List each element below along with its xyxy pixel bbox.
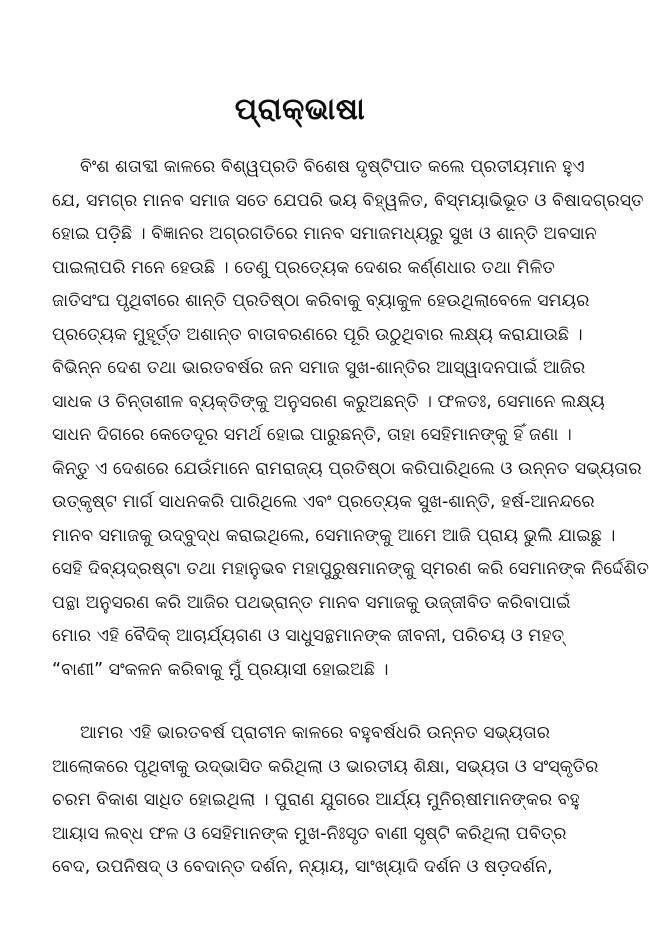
text-line: ବିଭିନ୍ନ ଦେଶ ତଥା ଭାରତବର୍ଷର ଜନ ସମାଜ ସୁଖ-ଶାନ୍ତିର ଆସ୍ୱାଦନପାଇଁ ଆଜିର [52,358,586,378]
text-line: ହୋଇ ପଡ଼ିଛି । ବିଜ୍ଞାନର ଅଗ୍ରଗତିରେ ମାନବ ସମାଜମଧ୍ୟରୁ ସୁଖ ଓ ଶାନ୍ତି ଅବସାନ [52,224,597,244]
text-line: ସେହି ଦିବ୍ୟଦ୍ରଷ୍ଟା ତଥା ମହାନୁଭବ ମହାପୁରୁଷମାନଙ୍କୁ ସ୍ମରଣ କରି ସେମାନଙ୍କ ନିର୍ଦ୍ଦେଶିତ [52,559,649,579]
text-line: ଉତ୍କୃଷ୍ଟ ମାର୍ଗ ସାଧନକରି ପାରିଥିଲେ ଏବଂ ପ୍ରତ୍ୟେକ ସୁଖ-ଶାନ୍ତି, ହର୍ଷ-ଆନନ୍ଦରେ [52,492,595,512]
text-line: ଜାତିସଂଘ ପୃଥିବୀରେ ଶାନ୍ତି ପ୍ରତିଷ୍ଠା କରିବାକୁ ବ୍ୟାକୁଳ ହେଉଥିଲାବେଳେ ସମୟର [52,291,590,311]
paragraph-1 [52,151,649,687]
text-line: ମୋର ଏହି ବୈଦିକ୍ ଆଚାର୍ଯ୍ୟଗଣ ଓ ସାଧୁସନ୍ଥମାନଙ୍କ ଜୀବନୀ, ପରିଚୟ ଓ ମହତ୍ [52,626,565,646]
page-title: ପ୍ରାକ୍‌ଭାଷା [234,92,366,127]
text-line: ସାଧନ ଦିଗରେ କେତେଦୂର ସମର୍ଥ ହୋଇ ପାରୁଛନ୍ତି, ତାହା ସେହିମାନଙ୍କୁ ହିଁ ଜଣା । [52,425,572,445]
text-line: ବିଂଶ ଶତାବ୍ଦୀ କାଳରେ ବିଶ୍ୱପ୍ରତି ବିଶେଷ ଦୃଷ୍ଟିପାତ କଲେ ପ୍ରତୀୟମାନ ହୁଏ [80,157,585,177]
text-line: ମାନବ ସମାଜକୁ ଉଦ୍‌ବୁଦ୍ଧ କରାଇଥିଲେ, ସେମାନଙ୍କୁ ଆମେ ଆଜି ପ୍ରାୟ ଭୁଲି ଯାଇଛୁ । [52,525,616,546]
text-line: “ବାଣୀ” ସଂକଳନ କରିବାକୁ ମୁଁ ପ୍ରୟାସୀ ହୋଇଅଛି । [52,659,389,680]
text-line: ପନ୍ଥା ଅନୁସରଣ କରି ଆଜିର ପଥଭ୍ରାନ୍ତ ମାନବ ସମାଜକୁ ଉଜ୍ଜୀବିତ କରିବାପାଇଁ [52,592,571,613]
text-line: ବେଦ, ଉପନିଷଦ୍ ଓ ବେଦାନ୍ତ ଦର୍ଶନ, ନ୍ୟାୟ, ସାଂଖ୍ୟାଦି ଦର୍ଶନ ଓ ଷଡ଼ଦର୍ଶନ, [52,857,553,877]
text-line: କିନ୍ତୁ ଏ ଦେଶରେ ଯେଉଁମାନେ ରାମରାଜ୍ୟ ପ୍ରତିଷ୍ଠା କରିପାରିଥିଲେ ଓ ଉନ୍ନତ ସଭ୍ୟତାର [52,458,642,479]
text-line: ଆୟାସ ଲବ୍ଧ ଫଳ ଓ ସେହିମାନଙ୍କ ମୁଖ-ନିଃସୃତ ବାଣୀ ସୃଷ୍ଟି କରିଥିଲା ପବିତ୍ର [52,823,567,844]
text-line: ଯେ, ସମଗ୍ର ମାନବ ସମାଜ ସତେ ଯେପରି ଭୟ ବିହ୍ୱଳିତ, ବିସ୍ମୟାଭିଭୂତ ଓ ବିଷାଦଗ୍ରସ୍ତ [52,190,644,211]
text-line: ପ୍ରତ୍ୟେକ ମୁହୂର୍ତ୍ତ ଅଶାନ୍ତ ବାତାବରଣରେ ପୂରି ଉଠୁଥିବାର ଲକ୍ଷ୍ୟ କରାଯାଉଛି । [52,324,583,345]
paragraph-2 [52,717,599,885]
text-line: ଆମର ଏହି ଭାରତବର୍ଷ ପ୍ରାଚୀନ କାଳରେ ବହୁବର୍ଷଧରି ଉନ୍ନତ ସଭ୍ୟତାର [80,723,551,743]
text-line: ସାଧକ ଓ ଚିନ୍ତାଶୀଳ ବ୍ୟକ୍ତିଙ୍କୁ ଅନୁସରଣ କରୁଅଛନ୍ତି । ଫଳତଃ, ସେମାନେ ଲକ୍ଷ୍ୟ [52,391,605,412]
text-line: ପାଇଲାପରି ମନେ ହେଉଛି । ତେଣୁ ପ୍ରତ୍ୟେକ ଦେଶର କର୍ଣ୍ଣଧାର ତଥା ମିଳିତ [52,257,555,278]
text-line: ଚରମ ବିକାଶ ସାଧିତ ହୋଇଥିଲା । ପୁରାଣ ଯୁଗରେ ଆର୍ଯ୍ୟ ମୁନିଋଷୀମାନଙ୍କର ବହୁ [52,790,580,810]
text-line: ଆଲୋକରେ ପୃଥିବୀକୁ ଉଦ୍ଭାସିତ କରିଥିଲା ଓ ଭାରତୀୟ ଶିକ୍ଷା, ସଭ୍ୟତା ଓ ସଂସ୍କୃତିର [52,756,599,777]
